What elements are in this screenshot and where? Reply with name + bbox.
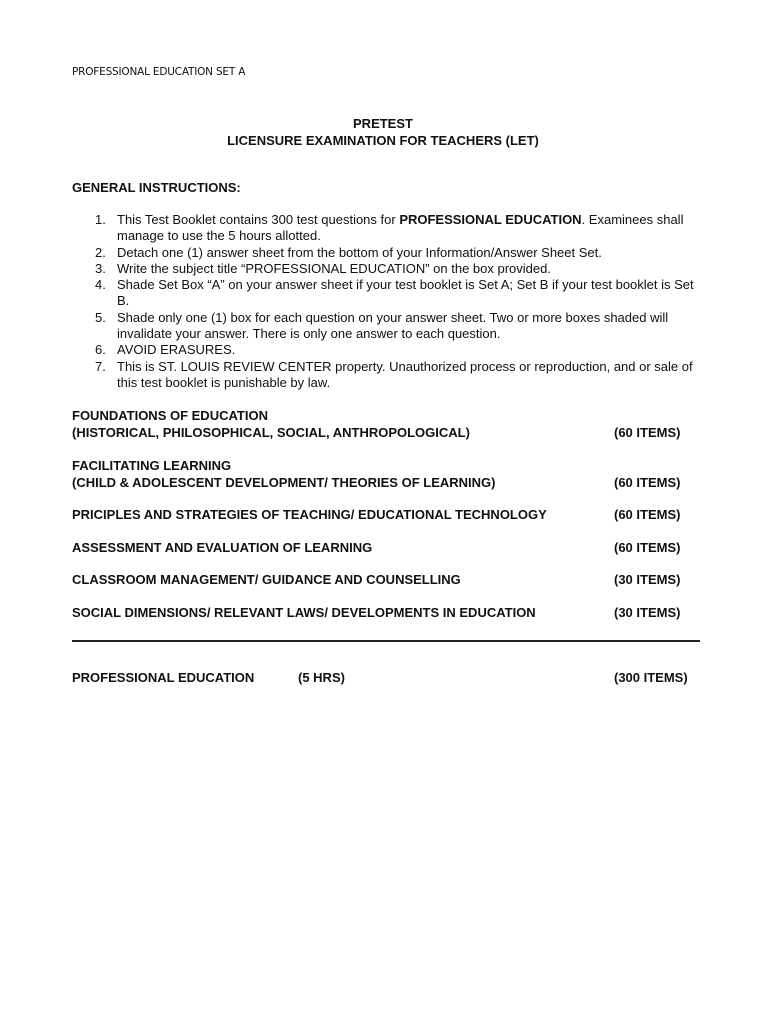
subject-assessment [72,539,702,571]
instruction-number: 3. [95,260,106,276]
subject-title: FOUNDATIONS OF EDUCATION [72,408,268,423]
instruction-text: This Test Booklet contains 300 test questions for PROFESSIONAL EDUCATION. Examinees shall manage to use the 5 hours allotted. [117,212,684,244]
document-title [0,115,768,149]
instruction-item [72,359,702,392]
subject-subtitle: (HISTORICAL, PHILOSOPHICAL, SOCIAL, ANTHROPOLOGICAL) [72,425,470,440]
total-label: PROFESSIONAL EDUCATION [72,670,255,685]
instruction-item [72,310,702,343]
header-tag: PROFESSIONAL EDUCATION SET A [72,66,246,78]
subject-subtitle: (CHILD & ADOLESCENT DEVELOPMENT/ THEORIES OF LEARNING) [72,475,496,490]
subject-title: PRICIPLES AND STRATEGIES OF TEACHING/ EDUCATIONAL TECHNOLOGY [72,507,547,522]
title-line-1: PRETEST [353,116,413,131]
subject-items-count: (60 ITEMS) [614,507,681,522]
instruction-number: 2. [95,244,106,260]
instruction-item [72,342,702,358]
subject-title: ASSESSMENT AND EVALUATION OF LEARNING [72,540,373,555]
instruction-text: Detach one (1) answer sheet from the bottom of your Information/Answer Sheet Set. [117,244,602,260]
subject-classroom-management [72,571,702,604]
instruction-number: 6. [95,342,106,358]
subject-items-count: (60 ITEMS) [614,540,681,555]
subject-foundations [72,407,702,457]
instructions-list [72,212,702,391]
instruction-text: Shade only one (1) box for each question on your answer sheet. Two or more boxes shaded will invalidate your answer. There is only one answer to each question. [117,309,669,342]
instruction-text: This is ST. LOUIS REVIEW CENTER property. Unauthorized process or reproduction, and or sale of this test booklet is punishable by law. [117,358,693,390]
subject-items-count: (30 ITEMS) [614,605,681,620]
instruction-number: 1. [95,212,106,227]
section-divider [72,640,700,642]
subject-title: SOCIAL DIMENSIONS/ RELEVANT LAWS/ DEVELOPMENTS IN EDUCATION [72,605,536,620]
instruction-number: 4. [95,277,106,293]
total-hours: (5 HRS) [298,670,345,685]
instruction-bold-text: PROFESSIONAL EDUCATION [399,212,582,227]
total-summary [72,669,702,686]
instruction-item [72,245,702,261]
instruction-item [72,261,702,277]
instruction-text: AVOID ERASURES. [117,342,236,358]
instruction-text: Write the subject title “PROFESSIONAL EDUCATION” on the box provided. [117,260,551,276]
subject-items-count: (30 ITEMS) [614,572,681,587]
instruction-number: 7. [95,358,106,374]
subject-facilitating-learning [72,457,702,506]
title-line-2: LICENSURE EXAMINATION FOR TEACHERS (LET) [227,133,539,148]
instruction-item [72,277,702,310]
general-instructions-heading: GENERAL INSTRUCTIONS: [72,180,241,195]
total-items: (300 ITEMS) [614,670,688,685]
instruction-text: Shade Set Box “A” on your answer sheet if your test booklet is Set A; Set B if your test booklet is Set B. [117,277,694,309]
subject-items-count: (60 ITEMS) [614,425,681,440]
subject-items-count: (60 ITEMS) [614,475,681,490]
subject-principles-strategies [72,506,702,539]
subject-list [72,407,702,624]
instruction-number: 5. [95,309,106,325]
subject-title: CLASSROOM MANAGEMENT/ GUIDANCE AND COUNSELLING [72,572,461,587]
subject-social-dimensions [72,604,702,624]
subject-title: FACILITATING LEARNING [72,458,232,473]
instruction-item [72,212,702,245]
